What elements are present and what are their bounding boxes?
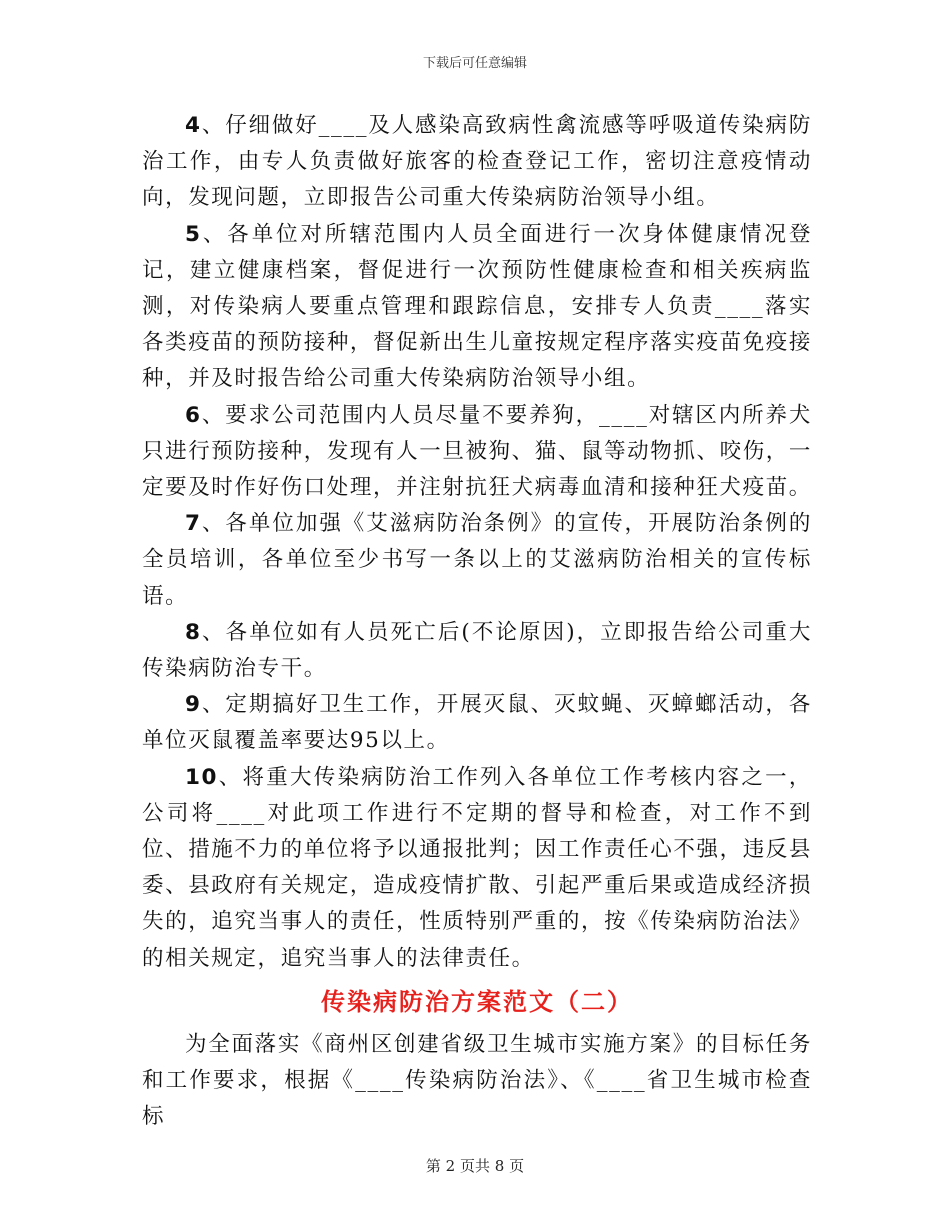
- item-number: 5: [185, 221, 202, 247]
- section-heading: 传染病防治方案范文（二）: [321, 987, 633, 1016]
- list-item-10: [142, 760, 812, 977]
- item-number: 4: [185, 113, 202, 138]
- item-text: 、各单位加强《艾滋病防治条例》的宣传，开展防治条例的全员培训，各单位至少书写一条以上的艾滋病防治相关的宣传标语。: [142, 511, 812, 609]
- list-item-8: [142, 615, 812, 687]
- list-item-5: [142, 217, 812, 398]
- item-number: 10: [185, 764, 219, 790]
- intro-paragraph: 为全面落实《商州区创建省级卫生城市实施方案》的目标任务和工作要求，根据《____传染病防治法》、《____省卫生城市检查标: [142, 1031, 812, 1130]
- item-text: 、定期搞好卫生工作，开展灭鼠、灭蚊蝇、灭蟑螂活动，各单位灭鼠覆盖率要达95以上。: [142, 692, 812, 754]
- item-number: 8: [185, 619, 202, 645]
- item-text: 、将重大传染病防治工作列入各单位工作考核内容之一，公司将____对此项工作进行不定期的督导和检查，对工作不到位、措施不力的单位将予以通报批判；因工作责任心不强，违反县委、县政府有关规定，造成疫情扩散、引起严重后果或造成经济损失的，追究当事人的责任，性质特别严重的，按《传染病防治法》的相关规定，追究当事人的法律责任。: [142, 764, 812, 971]
- list-item-4: [142, 108, 812, 217]
- item-text: 、要求公司范围内人员尽量不要养狗，____对辖区内所养犬只进行预防接种，发现有人一旦被狗、猫、鼠等动物抓、咬伤，一定要及时作好伤口处理，并注射抗狂犬病毒血清和接种狂犬疫苗。: [142, 402, 812, 501]
- item-text: 、仔细做好____及人感染高致病性禽流感等呼吸道传染病防治工作，由专人负责做好旅客的检查登记工作，密切注意疫情动向，发现问题，立即报告公司重大传染病防治领导小组。: [142, 113, 812, 211]
- item-number: 7: [185, 511, 202, 537]
- item-number: 6: [185, 402, 202, 428]
- item-number: 9: [185, 692, 202, 718]
- list-item-9: [142, 687, 812, 759]
- item-text: 、各单位对所辖范围内人员全面进行一次身体健康情况登记，建立健康档案，督促进行一次预防性健康检查和相关疾病监测，对传染病人要重点管理和跟踪信息，安排专人负责____落实各类疫苗的预防接种，督促新出生儿童按规定程序落实疫苗免疫接种，并及时报告给公司重大传染病防治领导小组。: [142, 221, 812, 392]
- page-footer: 第 2 页共 8 页: [425, 1157, 525, 1175]
- document-body: [142, 108, 812, 1135]
- list-item-6: [142, 398, 812, 507]
- list-item-7: [142, 506, 812, 615]
- item-text: 、各单位如有人员死亡后(不论原因)，立即报告给公司重大传染病防治专干。: [142, 619, 812, 682]
- page-header: 下载后可任意编辑: [422, 56, 527, 71]
